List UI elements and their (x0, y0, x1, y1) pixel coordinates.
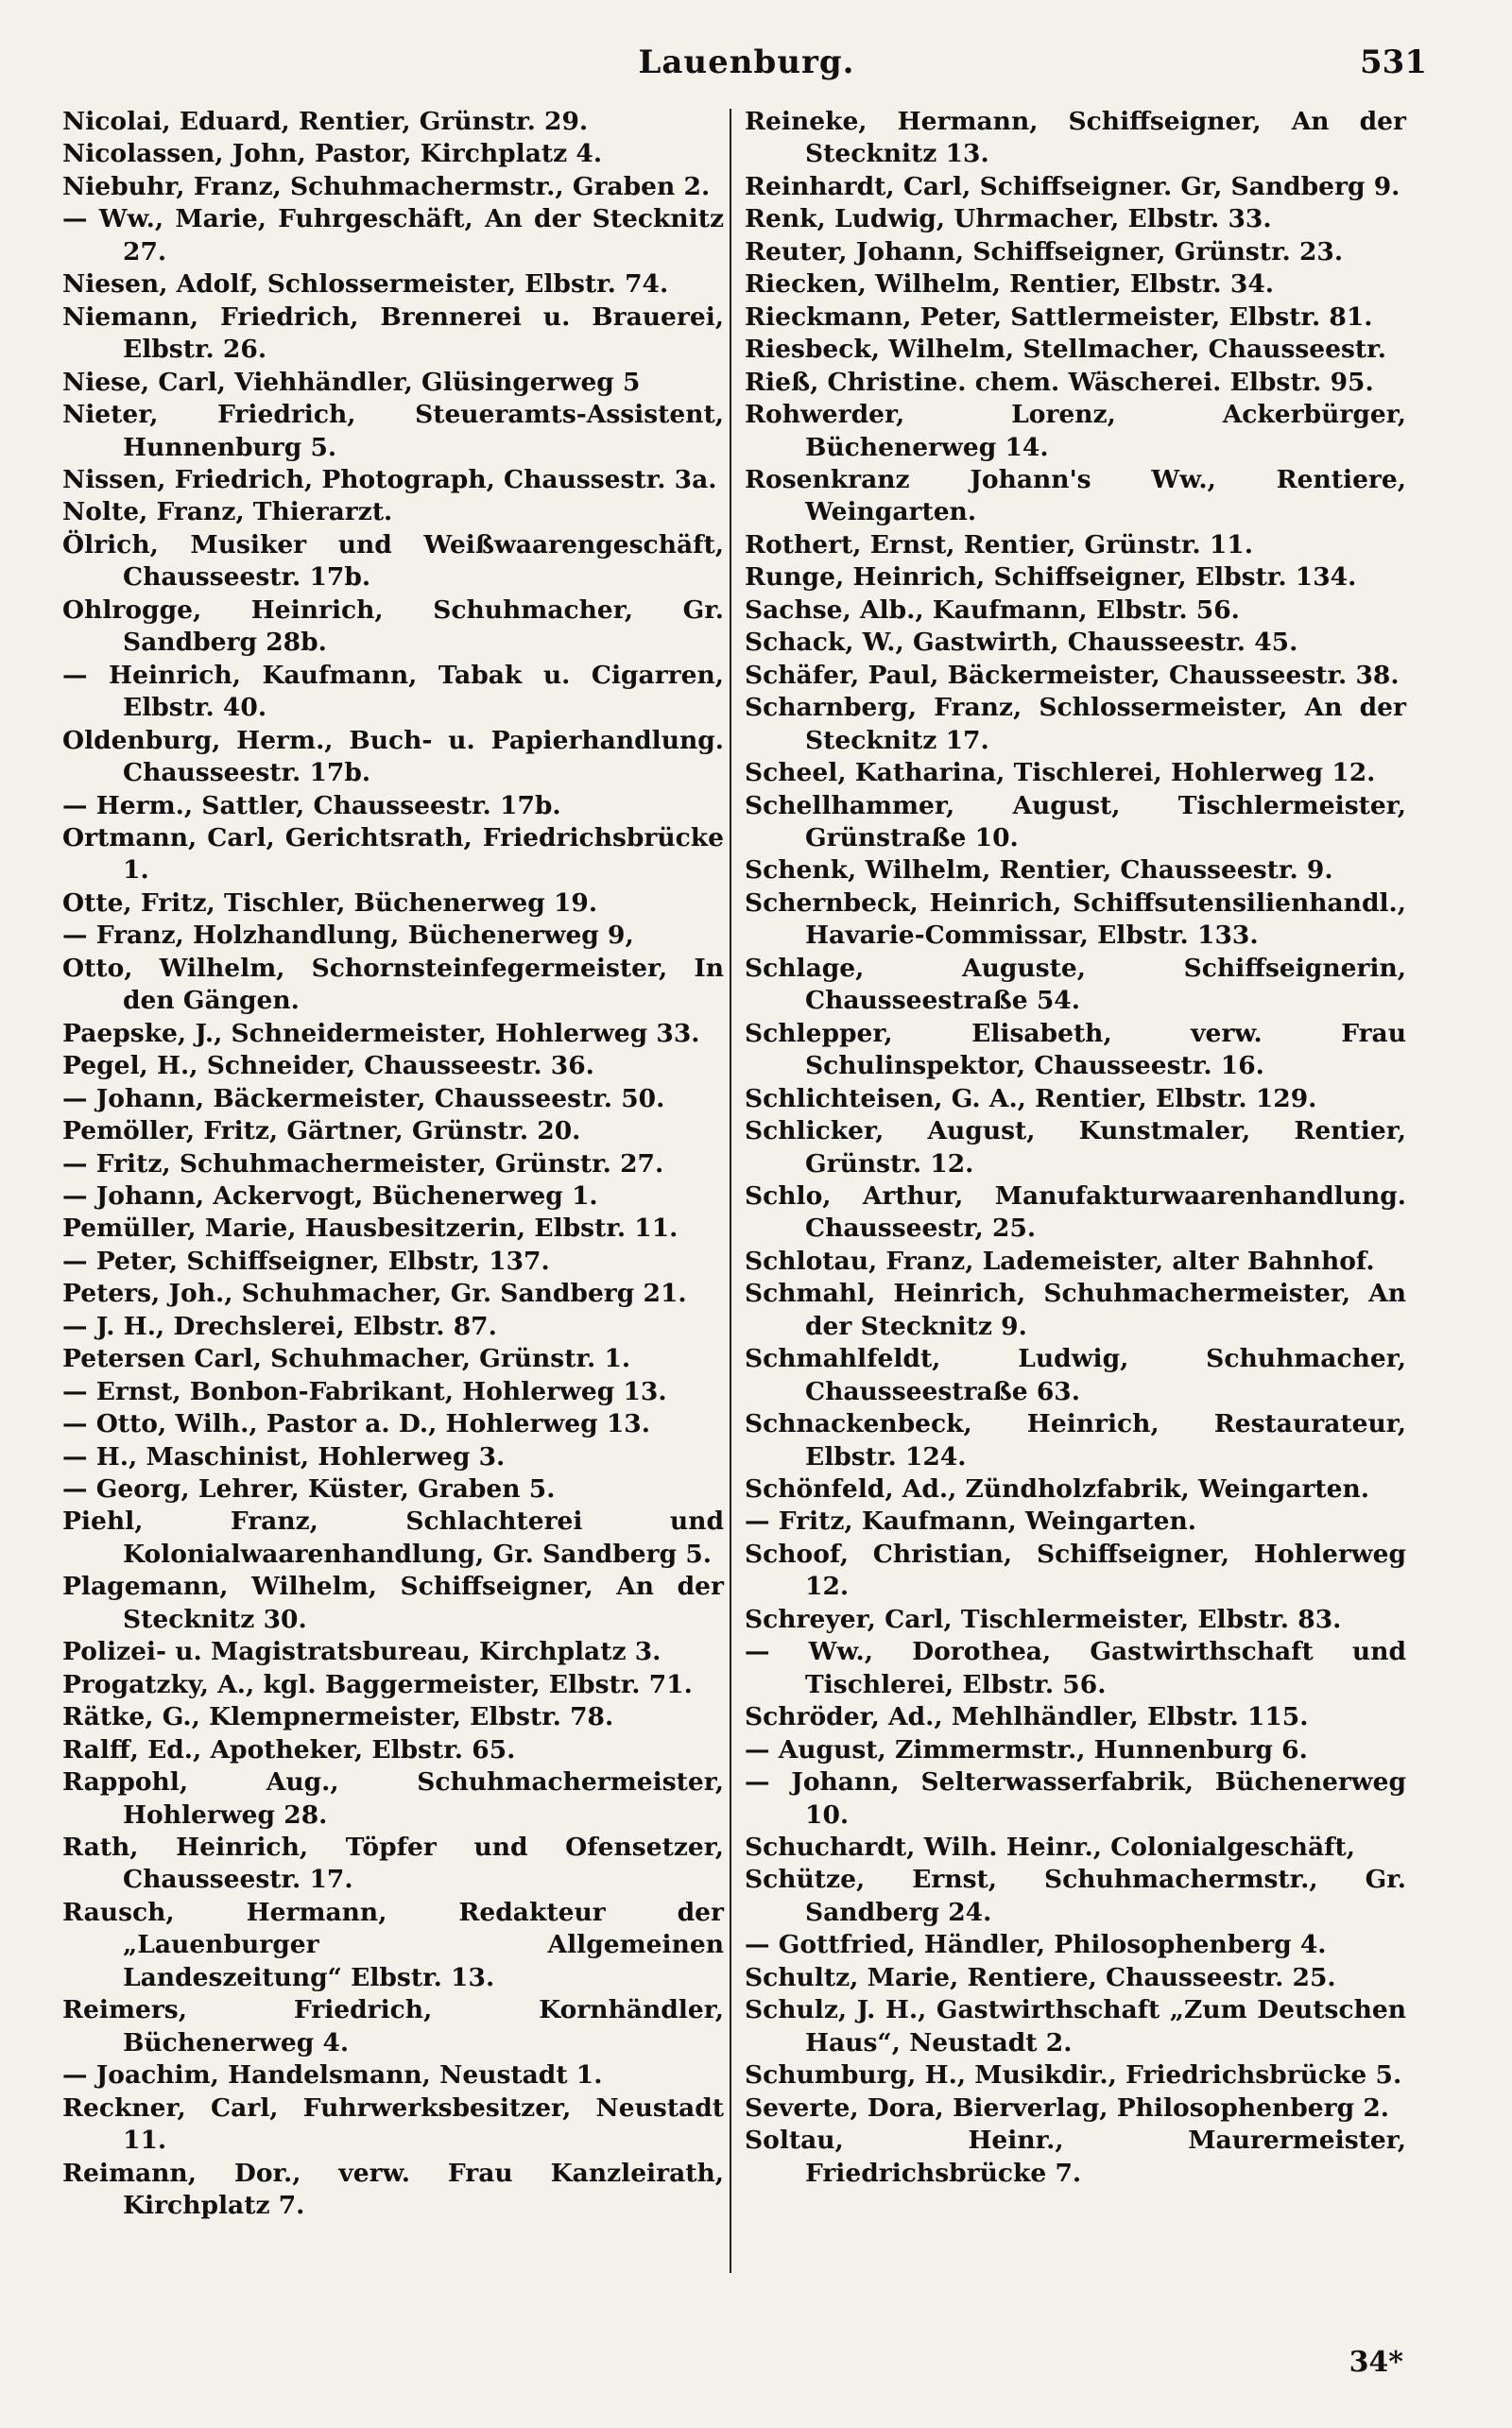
column-divider (730, 109, 731, 2273)
directory-entry: Reimers, Friedrich, Kornhändler, Büchenerweg 4. (62, 1995, 724, 2058)
directory-entry: Schenk, Wilhelm, Rentier, Chausseestr. 9. (745, 855, 1333, 886)
directory-entry: — Peter, Schiffseigner, Elbstr, 137. (62, 1246, 550, 1276)
directory-entry: Piehl, Franz, Schlachterei und Kolonialwaarenhandlung, Gr. Sandberg 5. (62, 1507, 724, 1569)
directory-entry: Progatzky, A., kgl. Baggermeister, Elbstr. 71. (62, 1669, 693, 1699)
directory-entry: Schreyer, Carl, Tischlermeister, Elbstr. 83. (745, 1604, 1342, 1634)
directory-entry: — Georg, Lehrer, Küster, Graben 5. (62, 1474, 556, 1505)
directory-entry: — Franz, Holzhandlung, Büchenerweg 9, (62, 921, 634, 951)
directory-entry: Schack, W., Gastwirth, Chausseestr. 45. (745, 628, 1298, 658)
directory-entry: Oldenburg, Herm., Buch- u. Papierhandlung. Chausseestr. 17b. (62, 725, 724, 788)
directory-entry: Soltau, Heinr., Maurermeister, Friedrichsbrücke 7. (745, 2126, 1406, 2188)
directory-entry: Schultz, Marie, Rentiere, Chausseestr. 25. (745, 1962, 1336, 1992)
directory-entry: Reineke, Hermann, Schiffseigner, An der Stecknitz 13. (745, 107, 1406, 169)
directory-entry: Runge, Heinrich, Schiffseigner, Elbstr. 134. (745, 562, 1357, 593)
directory-entry: Schröder, Ad., Mehlhändler, Elbstr. 115. (745, 1702, 1309, 1732)
directory-entry: Schütze, Ernst, Schuhmachermstr., Gr. Sandberg 24. (745, 1865, 1406, 1927)
directory-entry: — Heinrich, Kaufmann, Tabak u. Cigarren, Elbstr. 40. (62, 660, 724, 723)
directory-entry: Schlage, Auguste, Schiffseignerin, Chausseestraße 54. (745, 953, 1406, 1016)
directory-entry: — H., Maschinist, Hohlerweg 3. (62, 1441, 506, 1472)
directory-entry: Schumburg, H., Musikdir., Friedrichsbrücke 5. (745, 2060, 1402, 2091)
directory-entry: Plagemann, Wilhelm, Schiffseigner, An der Stecknitz 30. (62, 1572, 724, 1634)
page-number: 531 (1360, 43, 1427, 81)
directory-entry: Reuter, Johann, Schiffseigner, Grünstr. 23. (745, 236, 1344, 267)
directory-entry: Ölrich, Musiker und Weißwaarengeschäft, Chausseestr. 17b. (62, 529, 724, 593)
directory-entry: Otte, Fritz, Tischler, Büchenerweg 19. (62, 887, 598, 918)
directory-entry: Peters, Joh., Schuhmacher, Gr. Sandberg 21. (62, 1279, 687, 1309)
directory-entry: — Johann, Ackervogt, Büchenerweg 1. (62, 1180, 598, 1211)
directory-entry: Rosenkranz Johann's Ww., Rentiere, Weingarten. (745, 464, 1406, 527)
directory-entry: Schönfeld, Ad., Zündholzfabrik, Weingarten. (745, 1474, 1370, 1505)
directory-entry: Sachse, Alb., Kaufmann, Elbstr. 56. (745, 594, 1240, 625)
directory-entry: — Joachim, Handelsmann, Neustadt 1. (62, 2060, 603, 2091)
directory-entry: Schlotau, Franz, Lademeister, alter Bahnhof. (745, 1246, 1375, 1276)
page-title: Lauenburg. (638, 43, 855, 81)
directory-entry: Schlicker, August, Kunstmaler, Rentier, Grünstr. 12. (745, 1116, 1406, 1179)
directory-entry: Rath, Heinrich, Töpfer und Ofensetzer, Chausseestr. 17. (62, 1833, 724, 1895)
directory-entry: Reinhardt, Carl, Schiffseigner. Gr, Sandberg 9. (745, 171, 1400, 201)
directory-entry: Schäfer, Paul, Bäckermeister, Chausseestr. 38. (745, 660, 1400, 690)
directory-entry: — Gottfried, Händler, Philosophenberg 4. (745, 1930, 1327, 1960)
directory-entry: Schmahlfeldt, Ludwig, Schuhmacher, Chausseestraße 63. (745, 1344, 1406, 1406)
directory-entry: Riecken, Wilhelm, Rentier, Elbstr. 34. (745, 269, 1274, 300)
directory-entry: Schlichteisen, G. A., Rentier, Elbstr. 129. (745, 1083, 1317, 1113)
directory-entry: Ralff, Ed., Apotheker, Elbstr. 65. (62, 1734, 516, 1765)
directory-entry: Rätke, G., Klempnermeister, Elbstr. 78. (62, 1702, 614, 1732)
left-column (62, 106, 724, 2222)
printer-signature: 34* (1349, 2346, 1403, 2379)
directory-entry: — Ww., Dorothea, Gastwirthschaft und Tischlerei, Elbstr. 56. (745, 1637, 1406, 1699)
directory-entry: Niesen, Adolf, Schlossermeister, Elbstr. 74. (62, 269, 669, 300)
directory-entry: Nieter, Friedrich, Steueramts-Assistent, Hunnenburg 5. (62, 400, 724, 462)
directory-entry: Paepske, J., Schneidermeister, Hohlerweg 33. (62, 1018, 700, 1048)
directory-entry: Schulz, J. H., Gastwirthschaft „Zum Deutschen Haus“, Neustadt 2. (745, 1995, 1406, 2058)
directory-entry: Reimann, Dor., verw. Frau Kanzleirath, Kirchplatz 7. (62, 2158, 724, 2220)
directory-entry: — Herm., Sattler, Chausseestr. 17b. (62, 790, 561, 820)
directory-entry: Riesbeck, Wilhelm, Stellmacher, Chausseestr. (745, 335, 1386, 365)
directory-entry: Rausch, Hermann, Redakteur der „Lauenburger Allgemeinen Landeszeitung“ Elbstr. 13. (62, 1897, 724, 1992)
directory-entry: Nicolassen, John, Pastor, Kirchplatz 4. (62, 139, 603, 169)
directory-entry: Schmahl, Heinrich, Schuhmachermeister, An der Stecknitz 9. (745, 1279, 1406, 1341)
right-column (745, 106, 1406, 2190)
directory-entry: Rieß, Christine. chem. Wäscherei. Elbstr. 95. (745, 367, 1374, 397)
directory-entry: Schlepper, Elisabeth, verw. Frau Schulinspektor, Chausseestr. 16. (745, 1018, 1406, 1081)
directory-entry: Polizei- u. Magistratsbureau, Kirchplatz 3. (62, 1637, 662, 1667)
directory-entry: — Johann, Selterwasserfabrik, Büchenerweg 10. (745, 1767, 1406, 1830)
directory-entry: Renk, Ludwig, Uhrmacher, Elbstr. 33. (745, 204, 1272, 234)
directory-entry: Schuchardt, Wilh. Heinr., Colonialgeschäft, (745, 1833, 1355, 1863)
directory-entry: Reckner, Carl, Fuhrwerksbesitzer, Neustadt 11. (62, 2092, 724, 2156)
directory-entry: Otto, Wilhelm, Schornsteinfegermeister, In den Gängen. (62, 953, 724, 1016)
directory-entry: Schoof, Christian, Schiffseigner, Hohlerweg 12. (745, 1539, 1406, 1602)
directory-entry: Schnackenbeck, Heinrich, Restaurateur, Elbstr. 124. (745, 1409, 1406, 1472)
directory-entry: Pemüller, Marie, Hausbesitzerin, Elbstr. 11. (62, 1214, 679, 1244)
directory-entry: Pemöller, Fritz, Gärtner, Grünstr. 20. (62, 1116, 581, 1146)
directory-entry: Severte, Dora, Bierverlag, Philosophenberg 2. (745, 2092, 1390, 2123)
directory-entry: Ortmann, Carl, Gerichtsrath, Friedrichsbrücke 1. (62, 822, 724, 886)
directory-entry: Scheel, Katharina, Tischlerei, Hohlerweg 12. (745, 758, 1376, 788)
directory-entry: Ohlrogge, Heinrich, Schuhmacher, Gr. Sandberg 28b. (62, 594, 724, 658)
directory-entry: Pegel, H., Schneider, Chausseestr. 36. (62, 1051, 594, 1081)
directory-entry: Nissen, Friedrich, Photograph, Chaussestr. 3a. (62, 464, 717, 494)
directory-entry: Rappohl, Aug., Schuhmachermeister, Hohlerweg 28. (62, 1767, 724, 1830)
directory-entry: — August, Zimmermstr., Hunnenburg 6. (745, 1734, 1308, 1765)
page-header (66, 36, 1427, 93)
directory-entry: Petersen Carl, Schuhmacher, Grünstr. 1. (62, 1344, 631, 1374)
directory-entry: Niese, Carl, Viehhändler, Glüsingerweg 5 (62, 367, 641, 397)
directory-entry: — Ww., Marie, Fuhrgeschäft, An der Stecknitz 27. (62, 204, 724, 267)
directory-entry: Rothert, Ernst, Rentier, Grünstr. 11. (745, 529, 1253, 560)
directory-entry: — Otto, Wilh., Pastor a. D., Hohlerweg 13. (62, 1409, 650, 1439)
directory-entry: — J. H., Drechslerei, Elbstr. 87. (62, 1311, 497, 1341)
directory-entry: Niebuhr, Franz, Schuhmachermstr., Graben 2. (62, 171, 711, 201)
directory-entry: Niemann, Friedrich, Brennerei u. Brauerei, Elbstr. 26. (62, 301, 724, 365)
directory-entry: Schellhammer, August, Tischlermeister, Grünstraße 10. (745, 790, 1406, 852)
directory-entry: Scharnberg, Franz, Schlossermeister, An der Stecknitz 17. (745, 693, 1406, 755)
directory-entry: Schlo, Arthur, Manufakturwaarenhandlung. Chausseestr, 25. (745, 1180, 1406, 1244)
directory-entry: — Fritz, Kaufmann, Weingarten. (745, 1507, 1196, 1537)
directory-entry: Rieckmann, Peter, Sattlermeister, Elbstr. 81. (745, 301, 1373, 332)
directory-entry: — Ernst, Bonbon-Fabrikant, Hohlerweg 13. (62, 1376, 667, 1406)
directory-entry: — Johann, Bäckermeister, Chausseestr. 50. (62, 1083, 665, 1113)
directory-entry: — Fritz, Schuhmachermeister, Grünstr. 27. (62, 1148, 664, 1179)
directory-entry: Rohwerder, Lorenz, Ackerbürger, Büchenerweg 14. (745, 400, 1406, 462)
directory-entry: Nolte, Franz, Thierarzt. (62, 497, 393, 527)
directory-entry: Schernbeck, Heinrich, Schiffsutensilienhandl., Havarie-Commissar, Elbstr. 133. (745, 887, 1406, 951)
directory-entry: Nicolai, Eduard, Rentier, Grünstr. 29. (62, 107, 589, 136)
